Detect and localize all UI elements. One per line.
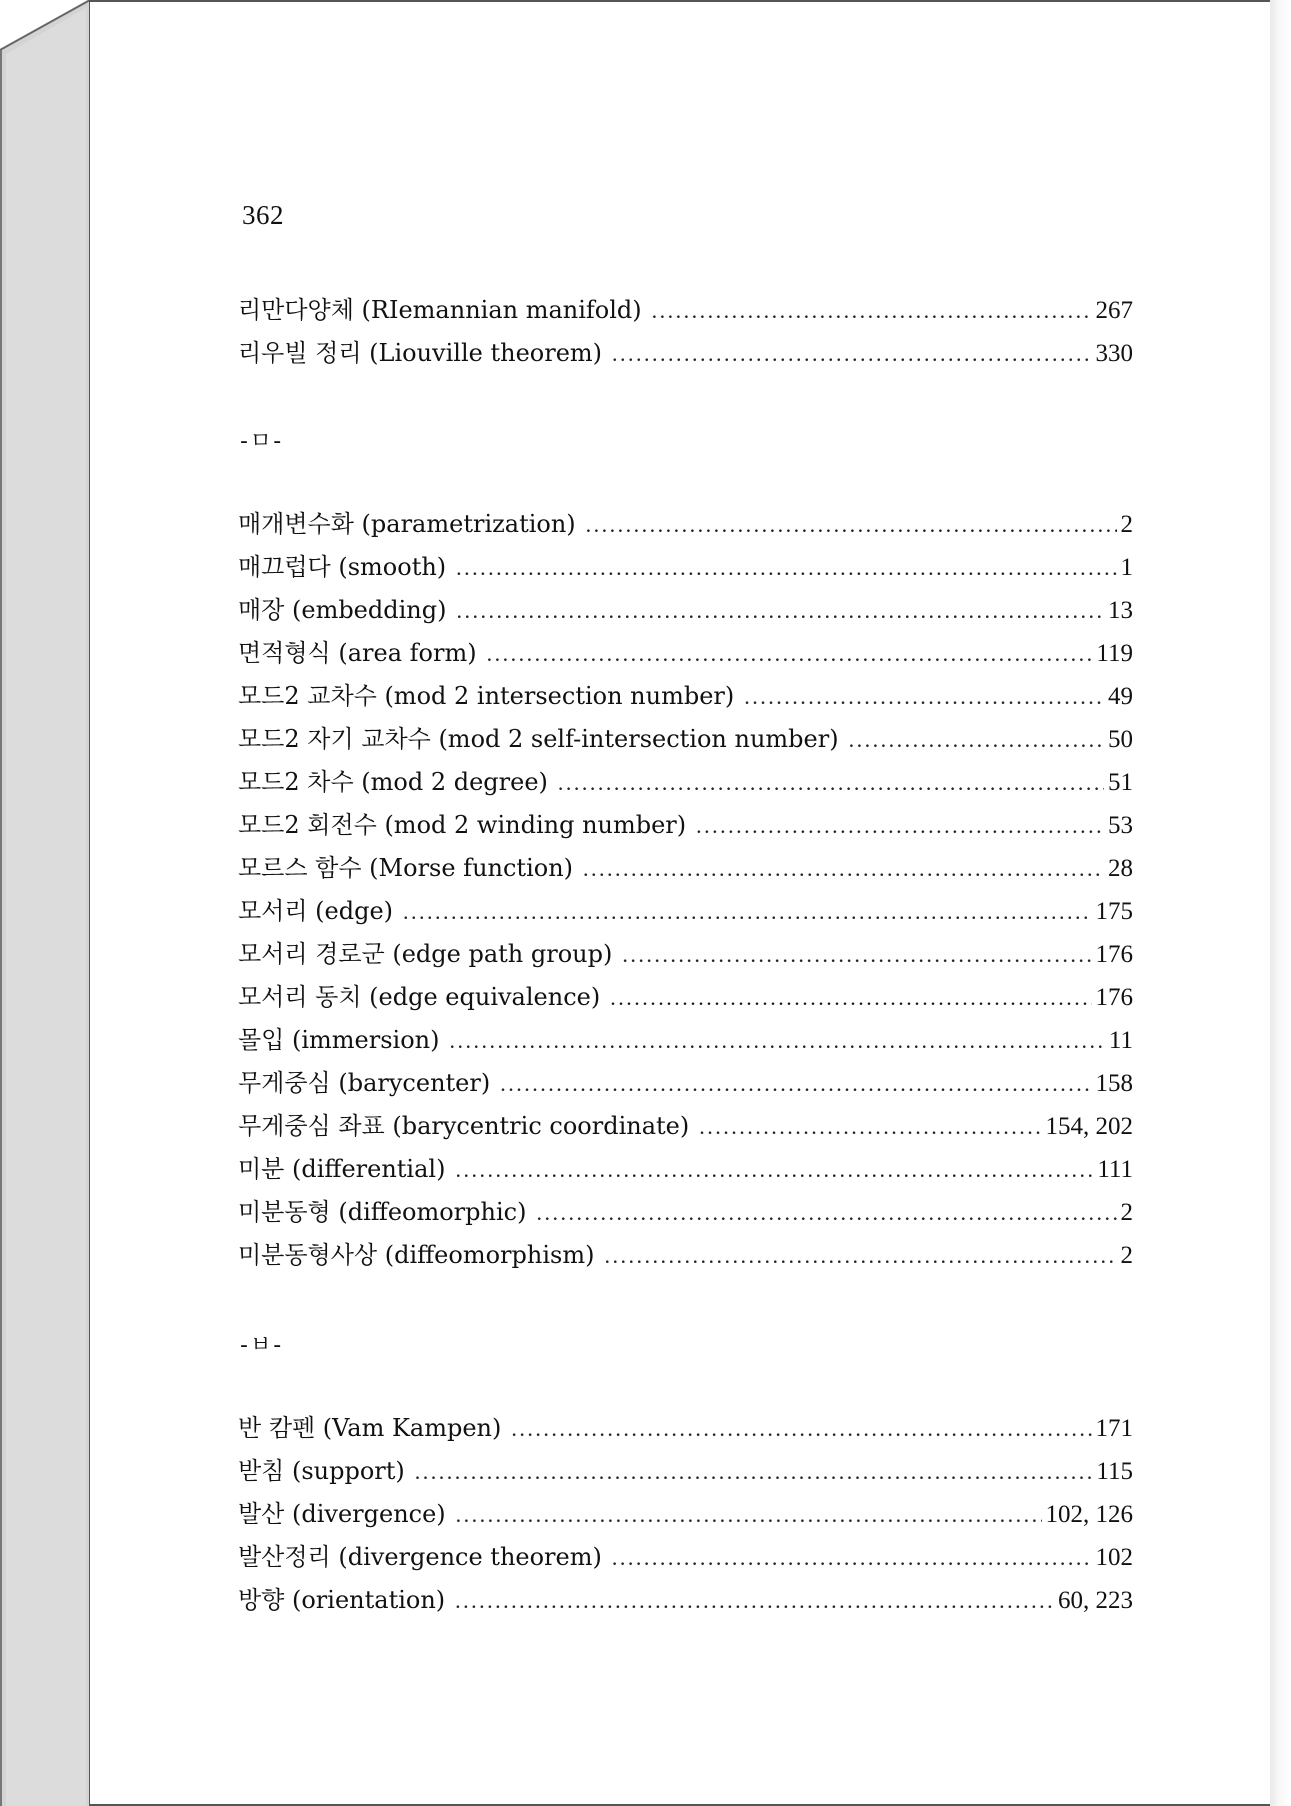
entry-term: 리우빌 정리 (Liouville theorem)	[238, 339, 603, 367]
dot-leader	[583, 856, 1104, 882]
entry-term: 무게중심 좌표 (barycentric coordinate)	[238, 1112, 690, 1140]
index-entry	[238, 762, 1133, 805]
entry-pages: 51	[1108, 769, 1133, 796]
entry-term: 모르스 함수 (Morse function)	[238, 854, 574, 882]
entry-pages: 154, 202	[1045, 1113, 1133, 1140]
index-entry	[238, 633, 1133, 676]
entry-term: 발산 (divergence)	[238, 1500, 446, 1528]
index-section-ㅁ	[238, 504, 1133, 1278]
entry-pages: 53	[1108, 812, 1133, 839]
index-entry	[238, 590, 1133, 633]
dot-leader	[652, 298, 1092, 324]
entry-term: 모서리 (edge)	[238, 897, 394, 925]
page-number: 362	[242, 200, 284, 230]
index-entry	[238, 1063, 1133, 1106]
index-entry	[238, 1149, 1133, 1192]
index-entry	[238, 1106, 1133, 1149]
index-entry	[238, 1580, 1133, 1623]
entry-pages: 2	[1120, 511, 1133, 538]
index-entry	[238, 676, 1133, 719]
entry-pages: 115	[1096, 1458, 1133, 1485]
entry-pages: 158	[1095, 1070, 1133, 1097]
entry-term: 미분동형 (diffeomorphic)	[238, 1198, 527, 1226]
index-entry	[238, 1235, 1133, 1278]
index-entry	[238, 290, 1133, 333]
entry-pages: 28	[1108, 855, 1133, 882]
dot-leader	[622, 942, 1091, 968]
index-entry	[238, 1408, 1133, 1451]
entry-term: 모서리 경로군 (edge path group)	[238, 940, 613, 968]
dot-leader	[586, 512, 1117, 538]
entry-term: 면적형식 (area form)	[238, 639, 477, 667]
entry-pages: 176	[1095, 984, 1133, 1011]
index-section-ㄹ	[238, 290, 1133, 376]
dot-leader	[455, 1157, 1093, 1183]
dot-leader	[536, 1200, 1116, 1226]
entry-pages: 171	[1095, 1415, 1133, 1442]
index-section-ㅂ	[238, 1408, 1133, 1623]
entry-pages: 119	[1096, 640, 1133, 667]
entry-term: 미분 (differential)	[238, 1155, 446, 1183]
section-heading: -ㅂ-	[240, 1333, 284, 1358]
dot-leader	[612, 1545, 1092, 1571]
index-entry	[238, 848, 1133, 891]
index-entry	[238, 891, 1133, 934]
dot-leader	[450, 1028, 1105, 1054]
dot-leader	[604, 1243, 1116, 1269]
index-entry	[238, 934, 1133, 977]
dot-leader	[456, 555, 1116, 581]
entry-pages: 13	[1108, 597, 1133, 624]
entry-pages: 176	[1095, 941, 1133, 968]
entry-term: 매끄럽다 (smooth)	[238, 553, 447, 581]
section-heading: -ㅁ-	[240, 429, 284, 454]
index-entry	[238, 1537, 1133, 1580]
entry-pages: 11	[1108, 1027, 1133, 1054]
entry-term: 반 캄펜 (Vam Kampen)	[238, 1414, 502, 1442]
entry-term: 몰입 (immersion)	[238, 1026, 440, 1054]
entry-pages: 1	[1120, 554, 1133, 581]
entry-pages: 102, 126	[1045, 1501, 1133, 1528]
dot-leader	[456, 598, 1104, 624]
entry-term: 매장 (embedding)	[238, 596, 447, 624]
entry-term: 받침 (support)	[238, 1457, 405, 1485]
entry-pages: 60, 223	[1058, 1587, 1133, 1614]
entry-pages: 102	[1095, 1544, 1133, 1571]
entry-term: 미분동형사상 (diffeomorphism)	[238, 1241, 595, 1269]
entry-pages: 267	[1095, 297, 1133, 324]
dot-leader	[558, 770, 1104, 796]
dot-leader	[415, 1459, 1093, 1485]
page-shadow	[1270, 0, 1291, 1806]
entry-pages: 49	[1108, 683, 1133, 710]
dot-leader	[500, 1071, 1091, 1097]
index-entry	[238, 1020, 1133, 1063]
index-entry	[238, 504, 1133, 547]
entry-pages: 2	[1120, 1199, 1133, 1226]
entry-term: 모드2 교차수 (mod 2 intersection number)	[238, 682, 735, 710]
dot-leader	[699, 1114, 1041, 1140]
entry-term: 모드2 회전수 (mod 2 winding number)	[238, 811, 687, 839]
index-entry	[238, 333, 1133, 376]
dot-leader	[455, 1588, 1054, 1614]
index-entry	[238, 1451, 1133, 1494]
entry-term: 리만다양체 (RIemannian manifold)	[238, 296, 642, 324]
entry-term: 매개변수화 (parametrization)	[238, 510, 576, 538]
index-entry	[238, 719, 1133, 762]
entry-term: 모드2 차수 (mod 2 degree)	[238, 768, 548, 796]
dot-leader	[487, 641, 1093, 667]
entry-term: 무게중심 (barycenter)	[238, 1069, 491, 1097]
entry-pages: 175	[1095, 898, 1133, 925]
entry-term: 모서리 동치 (edge equivalence)	[238, 983, 601, 1011]
entry-pages: 50	[1108, 726, 1133, 753]
dot-leader	[511, 1416, 1091, 1442]
entry-pages: 2	[1120, 1242, 1133, 1269]
book-spine-edge	[0, 0, 92, 1806]
entry-term: 모드2 자기 교차수 (mod 2 self-intersection number)	[238, 725, 839, 753]
dot-leader	[610, 985, 1091, 1011]
index-entry	[238, 805, 1133, 848]
entry-pages: 111	[1097, 1156, 1133, 1183]
dot-leader	[403, 899, 1091, 925]
index-entry	[238, 547, 1133, 590]
dot-leader	[696, 813, 1104, 839]
index-entry	[238, 977, 1133, 1020]
dot-leader	[744, 684, 1104, 710]
entry-pages: 330	[1095, 340, 1133, 367]
dot-leader	[612, 341, 1091, 367]
dot-leader	[456, 1502, 1042, 1528]
entry-term: 발산정리 (divergence theorem)	[238, 1543, 602, 1571]
index-entry	[238, 1494, 1133, 1537]
index-entry	[238, 1192, 1133, 1235]
entry-term: 방향 (orientation)	[238, 1586, 446, 1614]
dot-leader	[849, 727, 1104, 753]
